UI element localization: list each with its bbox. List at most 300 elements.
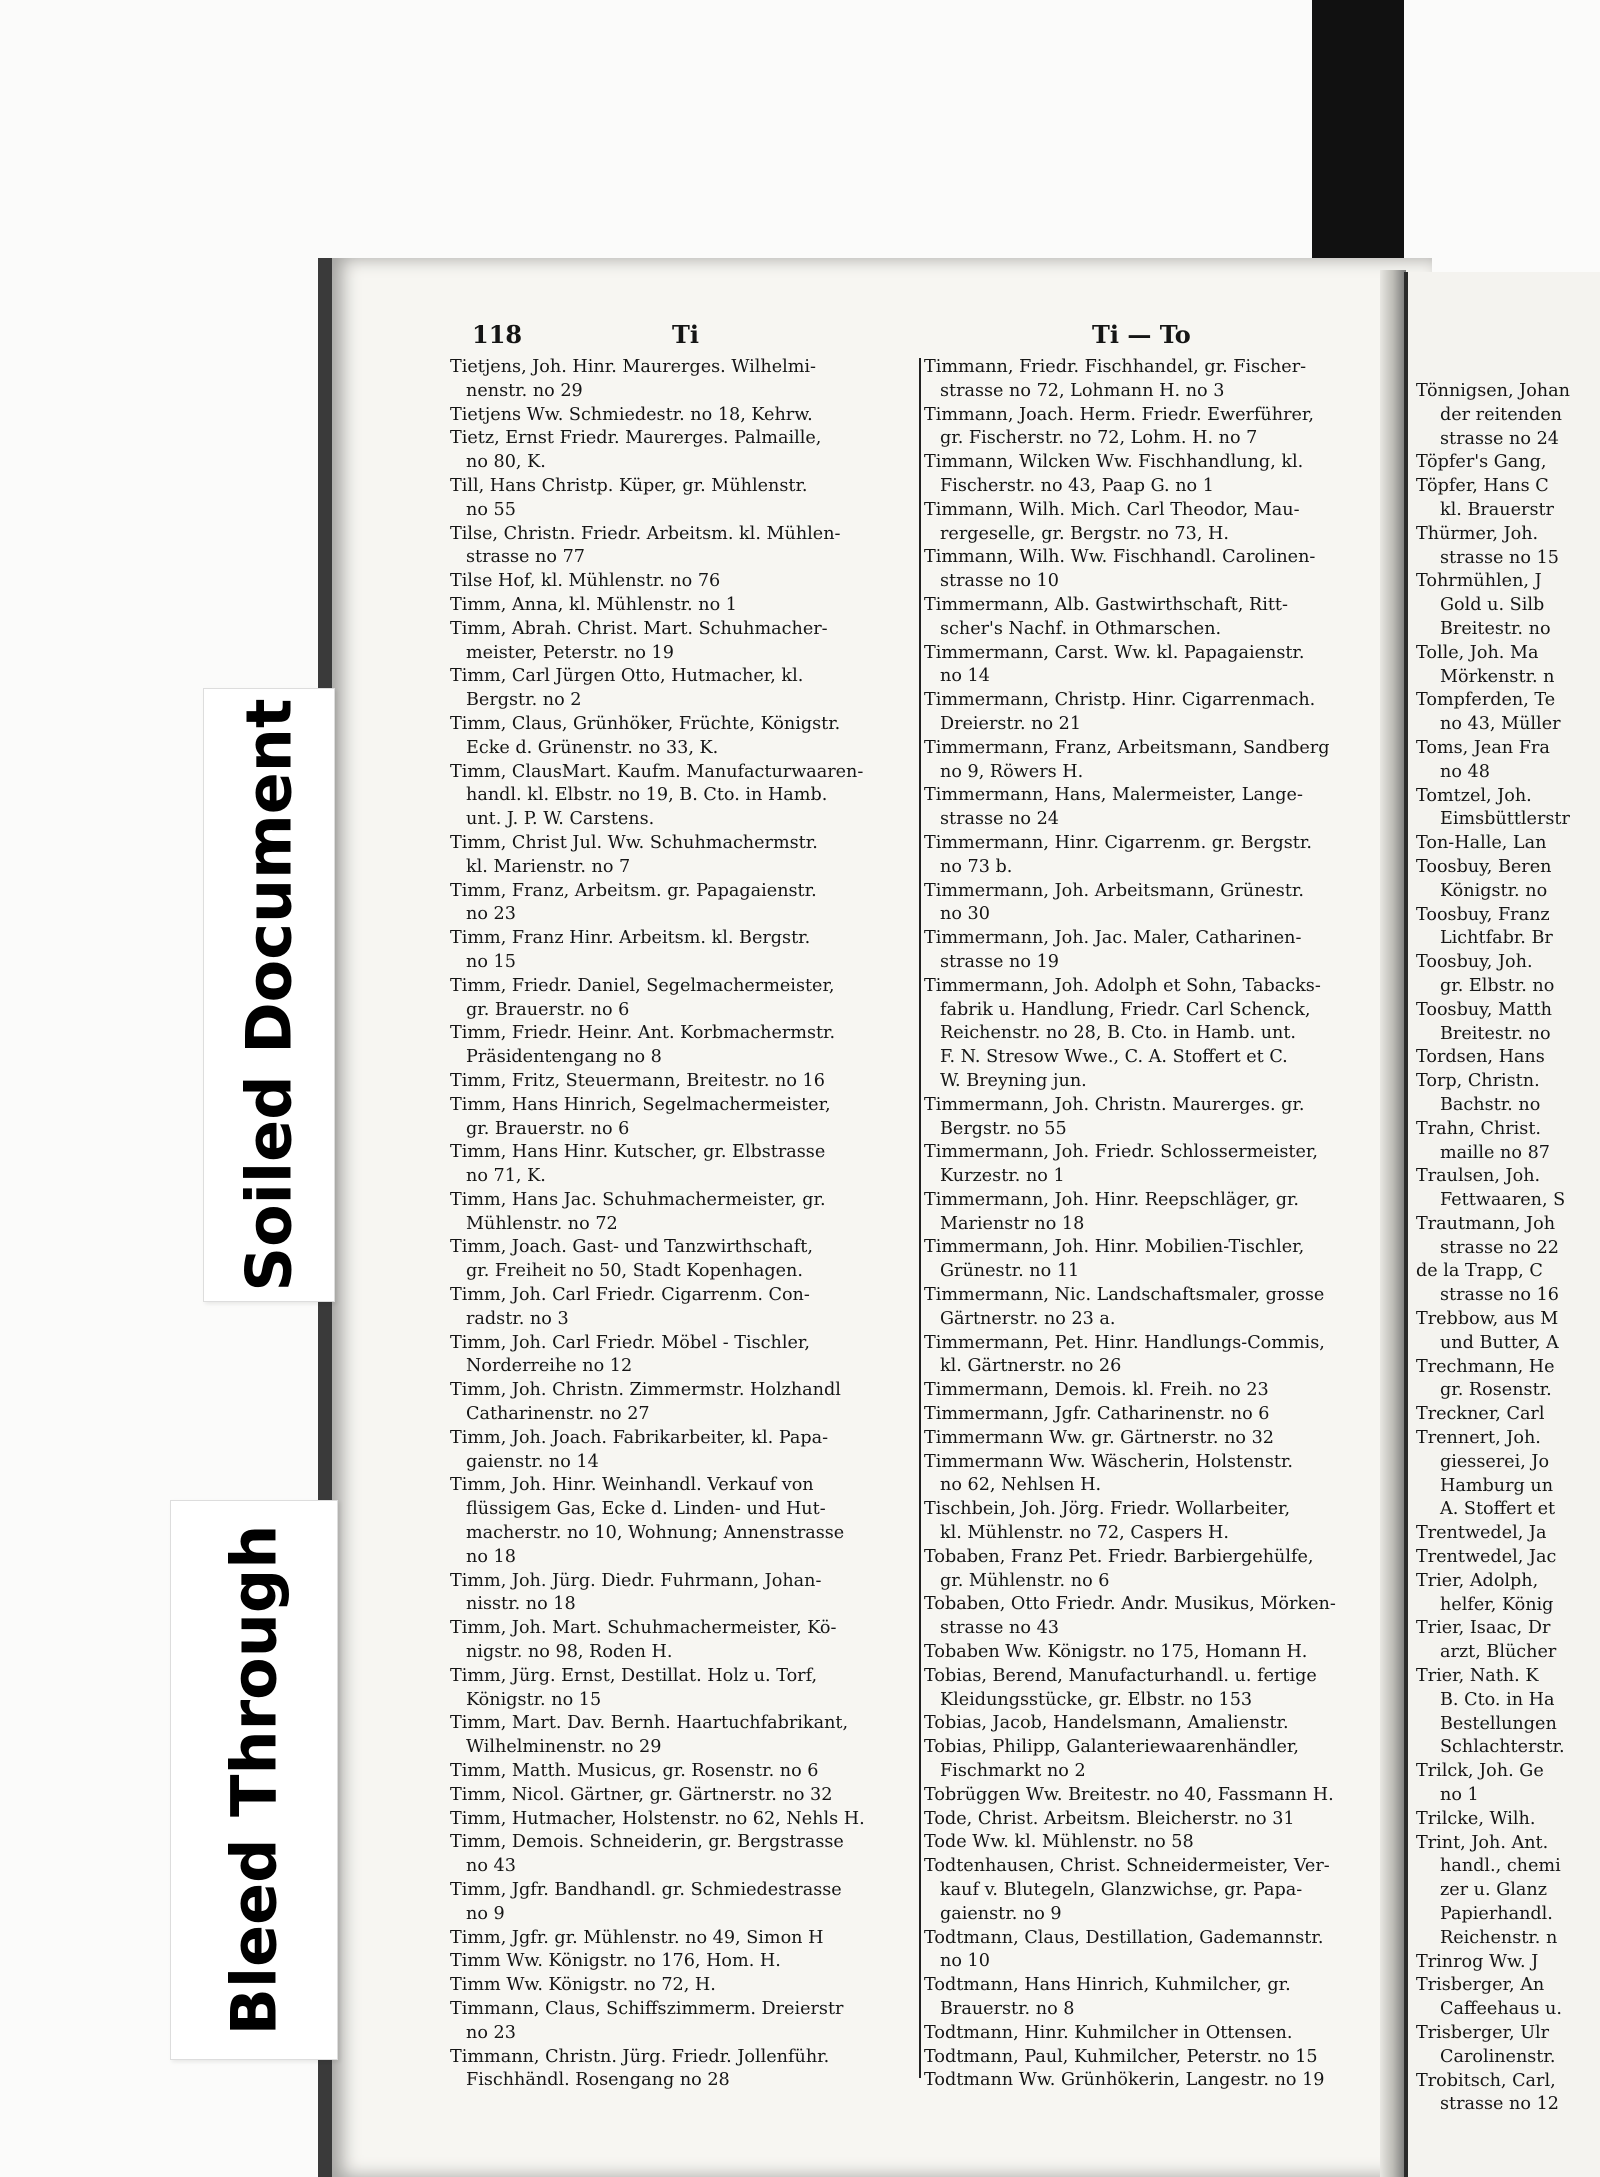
directory-entry	[1416, 1165, 1570, 1213]
entry-name-line: Torp, Christn.	[1416, 1071, 1540, 1092]
directory-entry	[924, 832, 1384, 880]
entry-name-line: Toosbuy, Matth	[1416, 999, 1552, 1020]
directory-entry	[450, 1927, 910, 1951]
directory-entry	[924, 1808, 1384, 1832]
directory-entry	[450, 618, 910, 666]
directory-entry	[924, 642, 1384, 690]
entry-name-line: Timmermann, Joh. Christn. Maurerges. gr.	[924, 1094, 1305, 1115]
entry-name-line: Tomtzel, Joh.	[1416, 785, 1532, 806]
entry-name-line: Timm, Joh. Joach. Fabrikarbeiter, kl. Papa-	[450, 1427, 829, 1448]
directory-entry	[450, 1570, 910, 1618]
entry-name-line: Timmermann, Alb. Gastwirthschaft, Ritt-	[924, 594, 1288, 615]
entry-continuation-line: no 23	[466, 904, 516, 925]
directory-entry	[924, 1593, 1384, 1641]
entry-name-line: Trahn, Christ.	[1416, 1118, 1542, 1139]
entry-name-line: Tobrüggen Ww. Breitestr. no 40, Fassmann H.	[924, 1784, 1334, 1805]
entry-name-line: Tobias, Berend, Manufacturhandl. u. fertige	[924, 1665, 1317, 1686]
entry-name-line: Toms, Jean Fra	[1416, 737, 1550, 758]
directory-entry	[924, 1665, 1384, 1713]
entry-name-line: Timm Ww. Königstr. no 176, Hom. H.	[450, 1951, 781, 1972]
entry-continuation-line: arzt, Blücher	[1440, 1642, 1557, 1663]
directory-entry	[924, 1784, 1384, 1808]
directory-entry	[924, 975, 1384, 1094]
entry-name-line: Todtmann, Paul, Kuhmilcher, Peterstr. no 15	[924, 2046, 1318, 2067]
bleed-through-label	[170, 1500, 338, 2060]
entry-name-line: Timm, Anna, kl. Mühlenstr. no 1	[450, 594, 737, 615]
entry-continuation-line: Kleidungsstücke, gr. Elbstr. no 153	[940, 1689, 1253, 1710]
entry-name-line: Timm, Jgfr. Bandhandl. gr. Schmiedestrasse	[450, 1880, 842, 1900]
entry-continuation-line: gr. Freiheit no 50, Stadt Kopenhagen.	[466, 1261, 803, 1282]
entry-name-line: Timmermann, Christp. Hinr. Cigarrenmach.	[924, 690, 1316, 711]
entry-continuation-line: no 9, Röwers H.	[940, 761, 1084, 782]
entry-continuation-line: B. Cto. in Ha	[1440, 1689, 1555, 1710]
directory-entry	[924, 2022, 1384, 2046]
directory-entry	[450, 1784, 910, 1808]
entry-continuation-line: kl. Marienstr. no 7	[466, 856, 631, 877]
entry-name-line: Timm, Joach. Gast- und Tanzwirthschaft,	[450, 1237, 813, 1258]
directory-entry	[1416, 1427, 1570, 1522]
entry-name-line: Trentwedel, Ja	[1416, 1523, 1547, 1544]
directory-entry	[450, 1189, 910, 1237]
entry-continuation-line: gr. Fischerstr. no 72, Lohm. H. no 7	[940, 428, 1258, 449]
directory-entry	[924, 1974, 1384, 2022]
directory-entry	[450, 832, 910, 880]
entry-name-line: Timm, Jgfr. gr. Mühlenstr. no 49, Simon H	[450, 1927, 824, 1948]
entry-name-line: Trechmann, He	[1416, 1356, 1555, 1377]
page-head-right: Ti — To	[1092, 320, 1191, 349]
directory-entry	[450, 594, 910, 618]
entry-name-line: de la Trapp, C	[1416, 1261, 1543, 1282]
directory-entry	[450, 1022, 910, 1070]
entry-name-line: Tilse Hof, kl. Mühlenstr. no 76	[450, 571, 721, 592]
entry-continuation-line: giesserei, Jo	[1440, 1451, 1550, 1472]
directory-entry	[450, 1665, 910, 1713]
entry-name-line: Timmermann, Joh. Jac. Maler, Catharinen-	[924, 928, 1302, 949]
entry-name-line: Timmermann, Demois. kl. Freih. no 23	[924, 1380, 1269, 1401]
directory-entry	[1416, 1213, 1570, 1261]
entry-continuation-line: no 43	[466, 1856, 516, 1877]
directory-entry	[924, 784, 1384, 832]
directory-entry	[450, 1284, 910, 1332]
entry-name-line: Timmermann, Joh. Hinr. Reepschläger, gr.	[924, 1189, 1300, 1210]
entry-name-line: Trebbow, aus M	[1416, 1309, 1559, 1330]
entry-name-line: Timmann, Wilcken Ww. Fischhandlung, kl.	[924, 452, 1304, 473]
entry-name-line: Toosbuy, Joh.	[1416, 952, 1533, 973]
entry-continuation-line: Bergstr. no 2	[466, 690, 582, 711]
entry-name-line: Trier, Isaac, Dr	[1416, 1618, 1551, 1639]
entry-name-line: Timm, Carl Jürgen Otto, Hutmacher, kl.	[450, 666, 804, 687]
entry-name-line: Tischbein, Joh. Jörg. Friedr. Wollarbeiter,	[924, 1499, 1291, 1520]
entry-continuation-line: strasse no 22	[1440, 1237, 1559, 1258]
directory-entry	[1416, 1760, 1570, 1808]
entry-continuation-line: helfer, König	[1440, 1594, 1554, 1615]
entry-name-line: Timm, Joh. Mart. Schuhmachermeister, Kö-	[450, 1618, 837, 1639]
entry-name-line: Trier, Adolph,	[1416, 1570, 1539, 1591]
directory-entry	[450, 1094, 910, 1142]
directory-entry	[1416, 832, 1570, 856]
directory-entry	[450, 570, 910, 594]
entry-name-line: Timm, Claus, Grünhöker, Früchte, Königstr.	[450, 713, 841, 734]
directory-entry	[1416, 1570, 1570, 1618]
entry-name-line: Timm, Christ Jul. Ww. Schuhmachermstr.	[450, 832, 818, 853]
entry-continuation-line: Königstr. no 15	[466, 1689, 602, 1710]
entry-continuation-line: scher's Nachf. in Othmarschen.	[940, 618, 1222, 639]
entry-name-line: Tilse, Christn. Friedr. Arbeitsm. kl. Mühlen-	[450, 523, 841, 544]
entry-continuation-line: strasse no 10	[940, 571, 1059, 592]
directory-entry	[924, 927, 1384, 975]
entry-continuation-line: no 9	[466, 1903, 505, 1924]
entry-continuation-line: Königstr. no	[1440, 880, 1548, 901]
entry-continuation-line: Reichenstr. no 28, B. Cto. in Hamb. unt.	[940, 1023, 1297, 1044]
directory-entry	[924, 356, 1384, 404]
entry-name-line: Timmann, Joach. Herm. Friedr. Ewerführer,	[924, 404, 1314, 425]
directory-entry	[450, 1950, 910, 1974]
directory-entry	[450, 475, 910, 523]
entry-name-line: Todtenhausen, Christ. Schneidermeister, Ver-	[924, 1856, 1330, 1877]
soiled-document-label	[203, 688, 335, 1302]
entry-name-line: Timmermann, Joh. Hinr. Mobilien-Tischler,	[924, 1237, 1305, 1258]
entry-continuation-line: Hamburg un	[1440, 1475, 1554, 1496]
entry-continuation-line: W. Breyning jun.	[940, 1070, 1087, 1091]
directory-entry	[450, 2046, 910, 2094]
entry-continuation-line: kl. Brauerstr	[1440, 499, 1554, 520]
entry-continuation-line: gr. Brauerstr. no 6	[466, 1118, 630, 1139]
entry-continuation-line: Grünestr. no 11	[940, 1261, 1080, 1282]
entry-name-line: Tietjens, Joh. Hinr. Maurerges. Wilhelmi-	[450, 357, 816, 377]
directory-entry	[450, 1236, 910, 1284]
entry-continuation-line: no 43, Müller	[1440, 714, 1561, 735]
entry-name-line: Timm, Joh. Carl Friedr. Möbel - Tischler,	[450, 1332, 810, 1353]
entry-continuation-line: handl. kl. Elbstr. no 19, B. Cto. in Hamb.	[466, 785, 828, 806]
entry-continuation-line: Ecke d. Grünenstr. no 33, K.	[466, 737, 719, 758]
entry-continuation-line: Carolinenstr.	[1440, 2046, 1556, 2067]
entry-name-line: Tietjens Ww. Schmiedestr. no 18, Kehrw.	[450, 404, 813, 425]
film-edge-strip	[1312, 0, 1404, 258]
entry-name-line: Timm, Hans Hinr. Kutscher, gr. Elbstrasse	[450, 1142, 826, 1163]
entry-name-line: Todtmann, Hinr. Kuhmilcher in Ottensen.	[924, 2022, 1293, 2043]
entry-name-line: Timm, Joh. Christn. Zimmermstr. Holzhandl	[450, 1380, 841, 1401]
page-head-left: Ti	[672, 320, 699, 349]
entry-name-line: Todtmann, Hans Hinrich, Kuhmilcher, gr.	[924, 1975, 1291, 1996]
entries-column-middle	[924, 356, 1384, 2093]
directory-entry	[450, 1427, 910, 1475]
entry-name-line: Timmermann, Franz, Arbeitsmann, Sandberg	[924, 737, 1330, 758]
directory-entry	[1416, 523, 1570, 571]
entry-continuation-line: no 15	[466, 951, 516, 972]
entry-continuation-line: Reichenstr. n	[1440, 1927, 1558, 1948]
directory-entry	[1416, 1403, 1570, 1427]
directory-entry	[924, 2069, 1384, 2093]
entry-continuation-line: kauf v. Blutegeln, Glanzwichse, gr. Papa-	[940, 1880, 1303, 1900]
directory-entry	[924, 1284, 1384, 1332]
entry-continuation-line: flüssigem Gas, Ecke d. Linden- und Hut-	[466, 1499, 826, 1520]
directory-entry	[450, 1998, 910, 2046]
entry-name-line: Timm, Friedr. Daniel, Segelmachermeister,	[450, 975, 835, 996]
entry-continuation-line: Fischhändl. Rosengang no 28	[466, 2070, 730, 2091]
entry-name-line: Timm, Demois. Schneiderin, gr. Bergstrasse	[450, 1832, 844, 1853]
directory-entry	[924, 1189, 1384, 1237]
entry-continuation-line: strasse no 15	[1440, 547, 1559, 568]
directory-entry	[1416, 1832, 1570, 1951]
directory-entry	[1416, 570, 1570, 641]
entry-continuation-line: Brauerstr. no 8	[940, 1998, 1075, 2019]
entry-continuation-line: no 55	[466, 499, 516, 520]
column-divider	[919, 358, 921, 2078]
directory-entry	[450, 1070, 910, 1094]
entry-name-line: Tompferden, Te	[1416, 690, 1556, 711]
directory-entry	[1416, 451, 1570, 475]
directory-entry	[924, 1403, 1384, 1427]
directory-entry	[1416, 1617, 1570, 1665]
entry-name-line: Timmermann, Joh. Adolph et Sohn, Tabacks-	[924, 975, 1321, 996]
entry-name-line: Timm, Matth. Musicus, gr. Rosenstr. no 6	[450, 1761, 819, 1782]
entry-continuation-line: no 1	[1440, 1785, 1479, 1806]
entry-continuation-line: rergeselle, gr. Bergstr. no 73, H.	[940, 523, 1229, 544]
entry-continuation-line: F. N. Stresow Wwe., C. A. Stoffert et C.	[940, 1047, 1288, 1068]
entry-name-line: Timmermann, Pet. Hinr. Handlungs-Commis,	[924, 1332, 1325, 1353]
entry-continuation-line: strasse no 12	[1440, 2094, 1559, 2115]
directory-entry	[1416, 1546, 1570, 1570]
entry-continuation-line: radstr. no 3	[466, 1308, 569, 1329]
bleed-through-text: Bleed Through	[217, 1524, 291, 2036]
entry-continuation-line: gr. Brauerstr. no 6	[466, 999, 630, 1020]
entry-continuation-line: no 10	[940, 1951, 990, 1972]
entry-continuation-line: Fettwaaren, S	[1440, 1190, 1566, 1211]
entry-continuation-line: strasse no 72, Lohmann H. no 3	[940, 380, 1225, 401]
entry-name-line: Trint, Joh. Ant.	[1416, 1832, 1549, 1853]
entry-continuation-line: Mörkenstr. n	[1440, 666, 1555, 687]
entry-name-line: Ton-Halle, Lan	[1416, 833, 1547, 854]
entry-continuation-line: no 23	[466, 2022, 516, 2043]
entry-continuation-line: Wilhelminenstr. no 29	[466, 1737, 662, 1758]
entries-column-left	[450, 356, 910, 2093]
directory-entry	[924, 404, 1384, 452]
entry-continuation-line: strasse no 16	[1440, 1285, 1559, 1306]
directory-entry	[924, 1855, 1384, 1926]
directory-entry	[924, 546, 1384, 594]
entry-name-line: Trilcke, Wilh.	[1416, 1808, 1536, 1829]
entry-continuation-line: gr. Elbstr. no	[1440, 975, 1555, 996]
entry-continuation-line: no 18	[466, 1546, 516, 1567]
directory-entry	[924, 1379, 1384, 1403]
directory-entry	[924, 1332, 1384, 1380]
entry-continuation-line: Lichtfabr. Br	[1440, 928, 1553, 949]
entry-continuation-line: Fischmarkt no 2	[940, 1761, 1086, 1782]
entry-continuation-line: Breitestr. no	[1440, 618, 1551, 639]
directory-entry	[1416, 1046, 1570, 1070]
entry-name-line: Trinrog Ww. J	[1416, 1951, 1539, 1972]
entry-name-line: Timm, Hutmacher, Holstenstr. no 62, Nehls H.	[450, 1808, 865, 1829]
entry-name-line: Timmermann, Jgfr. Catharinenstr. no 6	[924, 1404, 1270, 1425]
entry-name-line: Tordsen, Hans	[1416, 1047, 1545, 1068]
entry-continuation-line: strasse no 19	[940, 951, 1059, 972]
directory-entry	[924, 1831, 1384, 1855]
directory-entry	[924, 1736, 1384, 1784]
directory-entry	[1416, 904, 1570, 952]
entry-continuation-line: fabrik u. Handlung, Friedr. Carl Schenck,	[940, 999, 1311, 1020]
entry-name-line: Timmermann, Hinr. Cigarrenm. gr. Bergstr.	[924, 832, 1312, 853]
entry-name-line: Trennert, Joh.	[1416, 1428, 1541, 1449]
directory-entry	[1416, 1951, 1570, 1975]
directory-entry	[450, 523, 910, 571]
entry-name-line: Töpfer, Hans C	[1416, 476, 1549, 497]
entry-continuation-line: und Butter, A	[1440, 1332, 1559, 1353]
directory-entry	[1416, 1974, 1570, 2022]
directory-entry	[450, 427, 910, 475]
entry-name-line: Tohrmühlen, J	[1416, 571, 1542, 592]
entries-column-right	[1416, 380, 1570, 2117]
directory-entry	[924, 689, 1384, 737]
entry-continuation-line: gr. Mühlenstr. no 6	[940, 1570, 1110, 1591]
directory-entry	[1416, 1356, 1570, 1404]
entry-name-line: Treckner, Carl	[1416, 1404, 1545, 1425]
entry-name-line: Timm, Mart. Dav. Bernh. Haartuchfabrikant,	[450, 1713, 849, 1734]
directory-entry	[1416, 1308, 1570, 1356]
entry-name-line: Tode, Christ. Arbeitsm. Bleicherstr. no 31	[924, 1808, 1295, 1829]
entry-continuation-line: handl., chemi	[1440, 1856, 1561, 1877]
entry-name-line: Timm, Franz, Arbeitsm. gr. Papagaienstr.	[450, 880, 817, 901]
entry-continuation-line: Catharinenstr. no 27	[466, 1404, 650, 1425]
entry-continuation-line: strasse no 43	[940, 1618, 1059, 1639]
directory-entry	[924, 1641, 1384, 1665]
entry-continuation-line: no 48	[1440, 761, 1490, 782]
entry-continuation-line: Bachstr. no	[1440, 1094, 1541, 1115]
entry-continuation-line: no 73 b.	[940, 856, 1013, 877]
entry-continuation-line: nigstr. no 98, Roden H.	[466, 1642, 673, 1663]
directory-entry	[924, 1498, 1384, 1546]
entry-continuation-line: der reitenden	[1440, 404, 1562, 425]
entry-name-line: Tietz, Ernst Friedr. Maurerges. Palmaille,	[450, 428, 822, 449]
entry-name-line: Timm Ww. Königstr. no 72, H.	[450, 1975, 716, 1996]
directory-entry	[450, 880, 910, 928]
entry-continuation-line: no 62, Nehlsen H.	[940, 1475, 1102, 1496]
directory-entry	[450, 1141, 910, 1189]
entry-name-line: Trentwedel, Jac	[1416, 1547, 1557, 1568]
entry-name-line: Tobaben, Franz Pet. Friedr. Barbiergehülfe,	[924, 1546, 1314, 1567]
entry-continuation-line: nenstr. no 29	[466, 380, 583, 401]
entry-name-line: Timmann, Wilh. Ww. Fischhandl. Carolinen-	[924, 547, 1316, 568]
entry-continuation-line: no 14	[940, 666, 990, 687]
entry-name-line: Timm, Franz Hinr. Arbeitsm. kl. Bergstr.	[450, 928, 811, 949]
directory-entry	[924, 1094, 1384, 1142]
entry-continuation-line: no 71, K.	[466, 1166, 546, 1187]
directory-entry	[924, 1712, 1384, 1736]
directory-entry	[924, 1141, 1384, 1189]
entry-name-line: Trilck, Joh. Ge	[1416, 1761, 1544, 1782]
entry-continuation-line: Norderreihe no 12	[466, 1356, 633, 1377]
entry-name-line: Timmermann, Carst. Ww. kl. Papagaienstr.	[924, 642, 1305, 663]
directory-entry	[450, 1760, 910, 1784]
entry-continuation-line: Gärtnerstr. no 23 a.	[940, 1308, 1116, 1329]
entry-name-line: Timmermann Ww. gr. Gärtnerstr. no 32	[924, 1427, 1274, 1448]
entry-continuation-line: Dreierstr. no 21	[940, 713, 1082, 734]
entry-continuation-line: meister, Peterstr. no 19	[466, 642, 674, 663]
entry-name-line: Todtmann Ww. Grünhökerin, Langestr. no 19	[924, 2070, 1325, 2091]
entry-name-line: Timm, Joh. Hinr. Weinhandl. Verkauf von	[450, 1475, 814, 1496]
entry-name-line: Tolle, Joh. Ma	[1416, 642, 1539, 663]
directory-entry	[1416, 1522, 1570, 1546]
directory-entry	[1416, 1260, 1570, 1308]
entry-name-line: Timmermann, Hans, Malermeister, Lange-	[924, 785, 1303, 806]
directory-entry	[1416, 1808, 1570, 1832]
entry-continuation-line: Marienstr no 18	[940, 1213, 1085, 1234]
entry-name-line: Timmann, Claus, Schiffszimmerm. Dreierstr	[450, 1998, 844, 2019]
entry-continuation-line: Caffeehaus u.	[1440, 1999, 1562, 2020]
entry-continuation-line: strasse no 24	[1440, 428, 1559, 449]
entry-continuation-line: Eimsbüttlerstr	[1440, 809, 1570, 830]
directory-entry	[1416, 1665, 1570, 1760]
entry-continuation-line: A. Stoffert et	[1440, 1499, 1556, 1520]
entry-continuation-line: Bestellungen	[1440, 1713, 1557, 1734]
entry-continuation-line: strasse no 77	[466, 547, 585, 568]
entry-name-line: Tobias, Jacob, Handelsmann, Amalienstr.	[924, 1713, 1289, 1734]
entry-name-line: Timm, Jürg. Ernst, Destillat. Holz u. Torf,	[450, 1665, 818, 1686]
directory-page-left	[318, 258, 1432, 2177]
directory-entry	[924, 1451, 1384, 1499]
entry-name-line: Tobaben Ww. Königstr. no 175, Homann H.	[924, 1642, 1308, 1663]
directory-entry	[1416, 1118, 1570, 1166]
entry-continuation-line: gaienstr. no 14	[466, 1451, 599, 1472]
directory-entry	[924, 1236, 1384, 1284]
directory-entry	[450, 1474, 910, 1569]
directory-entry	[450, 1379, 910, 1427]
entry-continuation-line: unt. J. P. W. Carstens.	[466, 809, 655, 830]
entry-name-line: Todtmann, Claus, Destillation, Gademannstr.	[924, 1927, 1324, 1948]
directory-entry	[924, 594, 1384, 642]
directory-entry	[1416, 2070, 1570, 2118]
entry-name-line: Trisberger, Ulr	[1416, 2022, 1550, 2043]
directory-page-right	[1404, 272, 1600, 2177]
entry-name-line: Timmermann, Joh. Arbeitsmann, Grünestr.	[924, 880, 1304, 901]
directory-entry	[924, 451, 1384, 499]
entry-name-line: Timm, Abrah. Christ. Mart. Schuhmacher-	[450, 618, 828, 639]
entry-continuation-line: gaienstr. no 9	[940, 1903, 1062, 1924]
entry-continuation-line: Breitestr. no	[1440, 1023, 1551, 1044]
entry-continuation-line: Kurzestr. no 1	[940, 1166, 1065, 1187]
entry-name-line: Thürmer, Joh.	[1416, 523, 1539, 544]
page-number: 118	[472, 320, 523, 349]
directory-entry	[450, 1974, 910, 1998]
directory-entry	[924, 1546, 1384, 1594]
entry-name-line: Tobaben, Otto Friedr. Andr. Musikus, Mörken-	[924, 1594, 1336, 1615]
entry-name-line: Till, Hans Christp. Küper, gr. Mühlenstr.	[450, 475, 808, 496]
entry-name-line: Trautmann, Joh	[1416, 1213, 1556, 1234]
entry-continuation-line: Fischerstr. no 43, Paap G. no 1	[940, 475, 1214, 496]
directory-entry	[450, 1332, 910, 1380]
entry-continuation-line: Präsidentengang no 8	[466, 1047, 662, 1068]
entry-continuation-line: Mühlenstr. no 72	[466, 1213, 618, 1234]
entry-name-line: Timm, Joh. Carl Friedr. Cigarrenm. Con-	[450, 1285, 810, 1306]
book-scan	[318, 258, 1600, 2177]
directory-entry	[450, 404, 910, 428]
directory-entry	[924, 880, 1384, 928]
entry-name-line: Timm, ClausMart. Kaufm. Manufacturwaaren-	[450, 761, 864, 782]
entry-continuation-line: kl. Mühlenstr. no 72, Caspers H.	[940, 1523, 1229, 1544]
directory-entry	[1416, 689, 1570, 737]
entry-continuation-line: no 30	[940, 904, 990, 925]
entry-name-line: Töpfer's Gang,	[1416, 452, 1547, 473]
directory-entry	[924, 1427, 1384, 1451]
entry-name-line: Timmermann, Joh. Friedr. Schlossermeister,	[924, 1142, 1318, 1163]
directory-entry	[924, 737, 1384, 785]
directory-entry	[450, 713, 910, 761]
entry-continuation-line: Bergstr. no 55	[940, 1118, 1067, 1139]
directory-entry	[1416, 999, 1570, 1047]
directory-entry	[1416, 856, 1570, 904]
directory-entry	[1416, 642, 1570, 690]
entry-continuation-line: Gold u. Silb	[1440, 595, 1545, 616]
entry-continuation-line: strasse no 24	[940, 809, 1059, 830]
